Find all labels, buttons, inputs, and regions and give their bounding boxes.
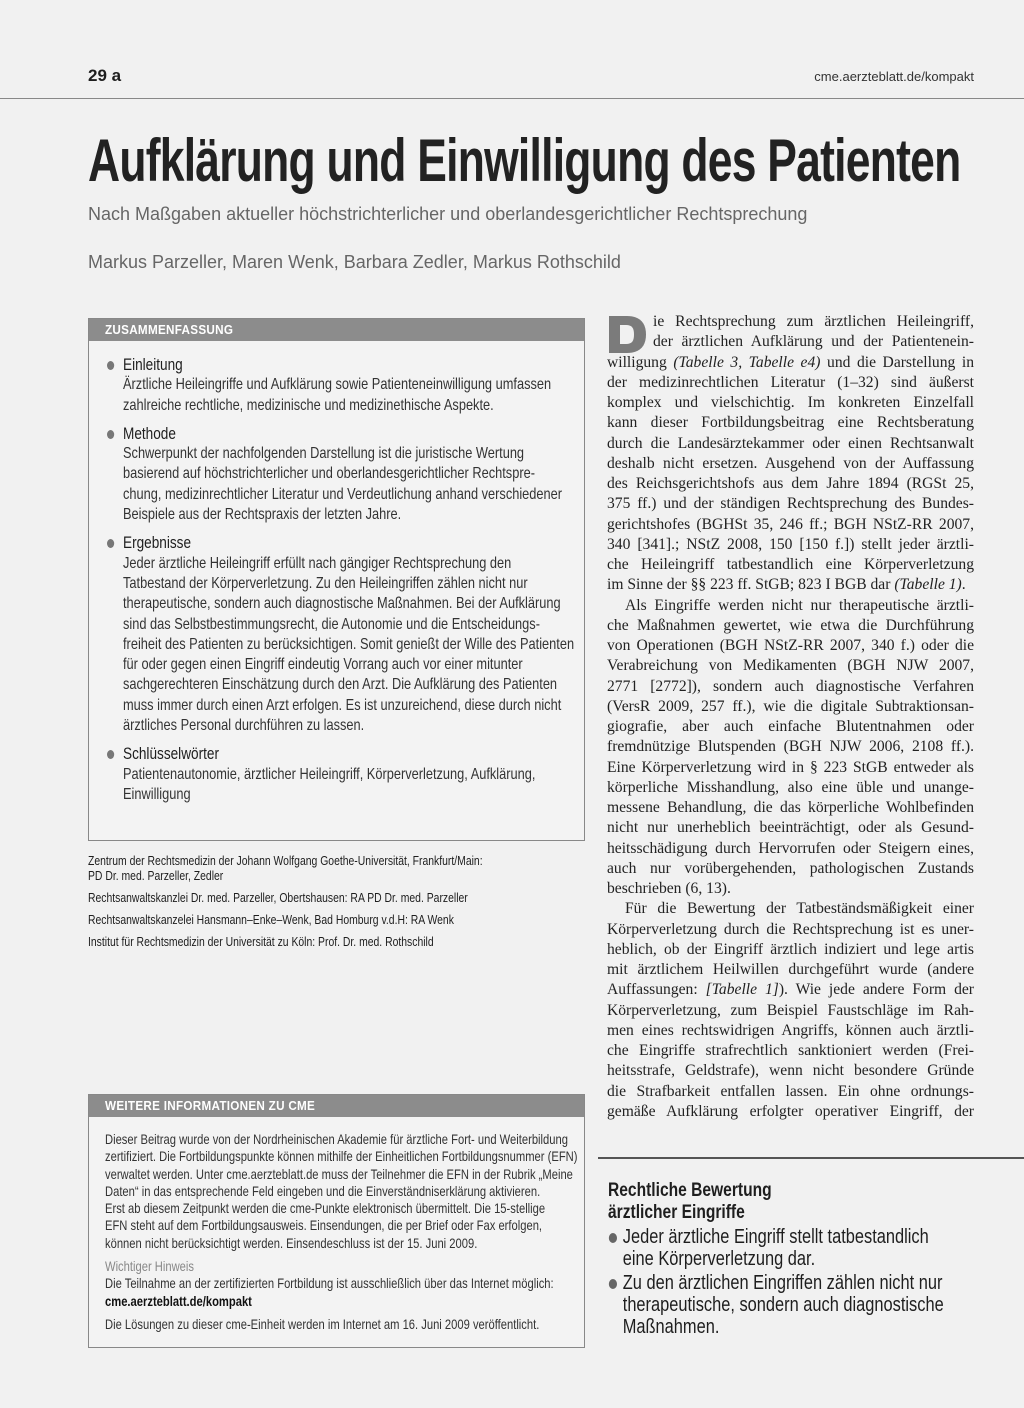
affiliation: Institut für Rechtsmedizin der Universität zu Köln: Prof. Dr. med. Rothschild: [88, 934, 434, 949]
solutions-text: Die Lösungen zu dieser cme-Einheit werden im Internet am 16. Juni 2009 veröffentlicht.: [105, 1315, 540, 1332]
body-line: heitsschädigung durch Hervorrufen oder Steigern eines,: [607, 839, 974, 857]
article-title: Aufklärung und Einwilligung des Patienten: [88, 127, 961, 194]
summary-section: [107, 424, 563, 525]
keypoints-box: [608, 1180, 952, 1338]
body-line: durch die Landesärztekammer oder einen Rechtsanwalt: [607, 434, 974, 452]
summary-section: [107, 744, 563, 805]
summary-line: muss immer durch einen Arzt erfolgen. Es ist unzureichend, diese durch nicht: [123, 696, 562, 714]
summary-section: [107, 533, 575, 736]
summary-section-title: [107, 533, 563, 553]
article-authors: Markus Parzeller, Maren Wenk, Barbara Zedler, Markus Rothschild: [88, 252, 621, 272]
summary-section-title: [107, 424, 563, 444]
body-line: Für die Bewertung der Tatbeständsmäßigkeit einer: [625, 900, 974, 918]
summary-line: sachgerechteren Einschätzung durch den Arzt. Die Aufklärung des Patienten: [123, 676, 558, 694]
body-line: 2771 [2772]), sondern auch diagnostische Verfahren: [607, 677, 974, 695]
body-line: körperliche Misshandlung, also eine üble und unange-: [607, 778, 974, 796]
summary-line: chung, medizinrechtlicher Literatur und Verdeutlichung anhand verschiedener: [123, 485, 563, 503]
body-line: nicht nur unerheblich beeinträchtigt, oder als Gesund-: [607, 819, 974, 837]
body-text: [607, 312, 974, 1122]
body-line: im Sinne der §§ 223 ff. StGB; 823 I BGB dar (Tabelle 1).: [607, 576, 966, 594]
summary-content: [107, 355, 575, 813]
body-line: (VersR 2009, 257 ff.), wie die digitale Subtraktionsan-: [607, 697, 974, 715]
summary-section: [107, 355, 563, 416]
summary-line: Einwilligung: [123, 785, 191, 803]
body-line: heblich, ob der Eingriff ärztlich indiziert und lege artis: [607, 940, 974, 958]
keypoint-item: [608, 1272, 952, 1338]
cme-heading-text: WEITERE INFORMATIONEN ZU CME: [105, 1098, 316, 1113]
body-line: komplex und vielschichtig. Im konkreten Einzelfall: [607, 394, 974, 411]
notice-title: Wichtiger Hinweis: [105, 1258, 194, 1275]
summary-line: sind das Selbstbestimmungsrecht, die Autonomie und die Entscheidungs-: [123, 615, 540, 633]
keypoint-line: therapeutische, sondern auch diagnostische: [622, 1294, 944, 1316]
affiliation-line: PD Dr. med. Parzeller, Zedler: [88, 868, 224, 883]
summary-section-title-text: Einleitung: [123, 355, 183, 374]
body-line: Körperverletzung durch die Rechtsprechung ist es uner-: [607, 920, 974, 938]
keypoint-line: Maßnahmen.: [622, 1316, 720, 1338]
body-line: willigung (Tabelle 3, Tabelle e4) und die Darstellung in: [607, 353, 974, 371]
summary-line: Schwerpunkt der nachfolgenden Darstellung ist die juristische Wertung: [123, 445, 525, 463]
summary-section-title-text: Methode: [123, 423, 176, 443]
summary-line: Beispiele aus der Rechtspraxis der letzten Jahre.: [123, 506, 402, 524]
affiliations: [88, 853, 568, 956]
cme-content: [105, 1131, 578, 1333]
keypoint-line: Jeder ärztliche Eingriff stellt tatbestandlich: [622, 1226, 929, 1248]
summary-line: Patientenautonomie, ärztlicher Heileingriff, Körperverletzung, Aufklärung,: [123, 765, 536, 783]
cme-line: zertifiziert. Die Fortbildungspunkte können mithilfe der Einheitlichen Fortbildungsnummer (EFN): [105, 1148, 578, 1165]
body-line: gerichtshofes (BGHSt 35, 246 ff.; BGH NStZ-RR 2007,: [607, 515, 974, 533]
body-line: gemäße Aufklärung erfolgter operativer Eingriff, der: [607, 1102, 974, 1120]
summary-line: basierend auf höchstrichterlicher und oberlandesgerichtlicher Rechtspre-: [123, 465, 535, 483]
body-line: die Strafbarkeit entfallen lassen. Ein ohne ordnungs-: [607, 1082, 974, 1100]
cme-line: EFN steht auf dem Fortbildungsausweis. Einsendungen, die per Brief oder Fax erfolgen,: [105, 1217, 543, 1234]
summary-line: zahlreiche rechtliche, medizinische und medizinethische Aspekte.: [123, 396, 494, 414]
body-line: beschrieben (6, 13).: [607, 880, 731, 897]
cme-info-box: [88, 1094, 585, 1348]
summary-section-title: [107, 744, 563, 764]
body-line: 375 ff.) und der ständigen Rechtsprechung des Bundes-: [607, 495, 974, 513]
summary-heading: [89, 319, 584, 341]
cme-line: verwaltet werden. Unter cme.aerzteblatt.de muss der Teilnehmer die EFN in der Rubrik „Meine: [105, 1165, 573, 1182]
body-line: der ärztlichen Aufklärung und der Patientenein-: [653, 333, 974, 351]
summary-line: freiheit des Patienten zu berücksichtigen. Somit genießt der Wille des Patienten: [123, 635, 575, 653]
body-line: der medizinrechtlichen Literatur (1–32) sind äußerst: [607, 373, 974, 391]
notice-text: Die Teilnahme an der zertifizierten Fortbildung ist ausschließlich über das Internet möglich:: [105, 1275, 554, 1292]
keypoint-line: eine Körperverletzung dar.: [622, 1248, 816, 1270]
summary-section-title: [107, 355, 563, 375]
body-line: fremdnützige Blutspenden (BGH NJW 2006, 2108 ff.).: [607, 738, 974, 756]
affiliation: [88, 853, 568, 883]
body-line: 340 [341].; NStZ 2008, 150 [150 f.]) stellt jeder ärztli-: [607, 535, 974, 553]
keypoints-title-line: Rechtliche Bewertung: [608, 1180, 772, 1201]
body-line: Körperverletzung, zum Beispiel Faustschläge im Rah-: [607, 1001, 974, 1019]
keypoint-line: Zu den ärztlichen Eingriffen zählen nicht nur: [622, 1272, 943, 1294]
keypoint-item: [608, 1226, 952, 1270]
keypoints-divider: [598, 1157, 1024, 1159]
cme-line: Erst ab diesem Zeitpunkt werden die cme-Punkte elektronisch übermittelt. Die 15-stellige: [105, 1200, 546, 1217]
cme-link[interactable]: cme.aerzteblatt.de/kompakt: [105, 1292, 252, 1309]
summary-section-title-text: Schlüsselwörter: [123, 744, 219, 764]
keypoints-title: [608, 1180, 952, 1224]
summary-heading-text: ZUSAMMENFASSUNG: [105, 322, 234, 337]
summary-line: Jeder ärztliche Heileingriff erfüllt nach gängiger Rechtsprechung den: [123, 554, 512, 572]
body-line: von Operationen (BGH NStZ-RR 2007, 340 f.) oder die: [607, 637, 974, 654]
body-line: des Reichsgerichtshofs aus dem Jahre 1894 (RGSt 25,: [607, 475, 974, 492]
article-subtitle: Nach Maßgaben aktueller höchstrichterlicher und oberlandesgerichtlicher Rechtsprechung: [88, 204, 808, 224]
body-line: ie Rechtsprechung zum ärztlichen Heileingriff,: [653, 313, 974, 330]
cme-heading: [89, 1095, 584, 1117]
cme-line: können nicht berücksichtigt werden. Einsendeschluss ist der 15. Juni 2009.: [105, 1234, 478, 1251]
affiliation: Rechtsanwaltskanzlei Dr. med. Parzeller, Obertshausen: RA PD Dr. med. Parzeller: [88, 890, 468, 905]
body-line: che Maßnahmen gewertet, wie etwa die Durchführung: [607, 616, 974, 634]
header-divider: [0, 98, 1024, 99]
body-line: Eine Körperverletzung wird in § 223 StGB entweder als: [607, 758, 974, 776]
body-line: che Heileingriff tatbestandlich eine Körperverletzung: [607, 556, 974, 573]
page-number: 29 a: [88, 66, 122, 85]
cme-line: Daten“ in das entsprechende Feld eingeben und die Einverständniserklärung aktivieren.: [105, 1182, 541, 1199]
keypoints-title-line: ärztlicher Eingriffe: [608, 1202, 745, 1223]
summary-line: Ärztliche Heileingriffe und Aufklärung sowie Patienteneinwilligung umfassen: [123, 376, 552, 394]
header-url[interactable]: cme.aerzteblatt.de/kompakt: [814, 69, 974, 84]
body-line: Verabreichung von Medikamenten (BGH NJW 2007,: [607, 657, 974, 675]
body-line: che Eingriffe strafrechtlich sanktioniert werden (Frei-: [607, 1042, 974, 1059]
cme-line: Dieser Beitrag wurde von der Nordrheinischen Akademie für ärztliche Fort- und Weiterbildung: [105, 1131, 568, 1147]
body-line: heitsstrafe, Geldstrafe), wenn nicht besondere Gründe: [607, 1062, 974, 1080]
summary-line: Tatbestand der Körperverletzung. Zu den Heileingriffen zählen nicht nur: [123, 574, 528, 592]
affiliation: Rechtsanwaltskanzelei Hansmann–Enke–Wenk, Bad Homburg v.d.H: RA Wenk: [88, 912, 454, 927]
body-line: deshalb nicht ersetzen. Ausgehend von der Auffassung: [607, 454, 974, 472]
summary-line: therapeutische, sondern auch diagnostische Maßnahmen. Bei der Aufklärung: [123, 595, 561, 613]
body-line: auch nur vorübergehenden, pathologischen Zustands: [607, 859, 974, 877]
body-line: mit ärztlichem Heilwillen durchgeführt wurde (andere: [607, 961, 974, 978]
body-line: messene Behandlung, die das körperliche Wohlbefinden: [607, 799, 974, 816]
body-line: men eines rechtswidrigen Angriffs, können auch ärztli-: [607, 1021, 974, 1039]
body-line: kann dieser Fortbildungsbeitrag eine Rechtsberatung: [607, 414, 974, 432]
body-line: Als Eingriffe werden nicht nur therapeutische ärztli-: [625, 596, 974, 614]
body-line: giografie, aber auch einfache Blutentnahmen oder: [607, 718, 974, 735]
affiliation-line: Zentrum der Rechtsmedizin der Johann Wolfgang Goethe-Universität, Frankfurt/Main:: [88, 853, 483, 868]
body-line: Auffassungen: [Tabelle 1]). Wie jede andere Form der: [607, 981, 975, 999]
summary-box: [88, 318, 585, 841]
summary-line: ärztliches Personal durchführen zu lassen.: [123, 717, 365, 735]
summary-line: für oder gegen einen Eingriff eindeutig Vorrang auch vor einer mitunter: [123, 656, 523, 674]
summary-section-title-text: Ergebnisse: [123, 533, 192, 553]
